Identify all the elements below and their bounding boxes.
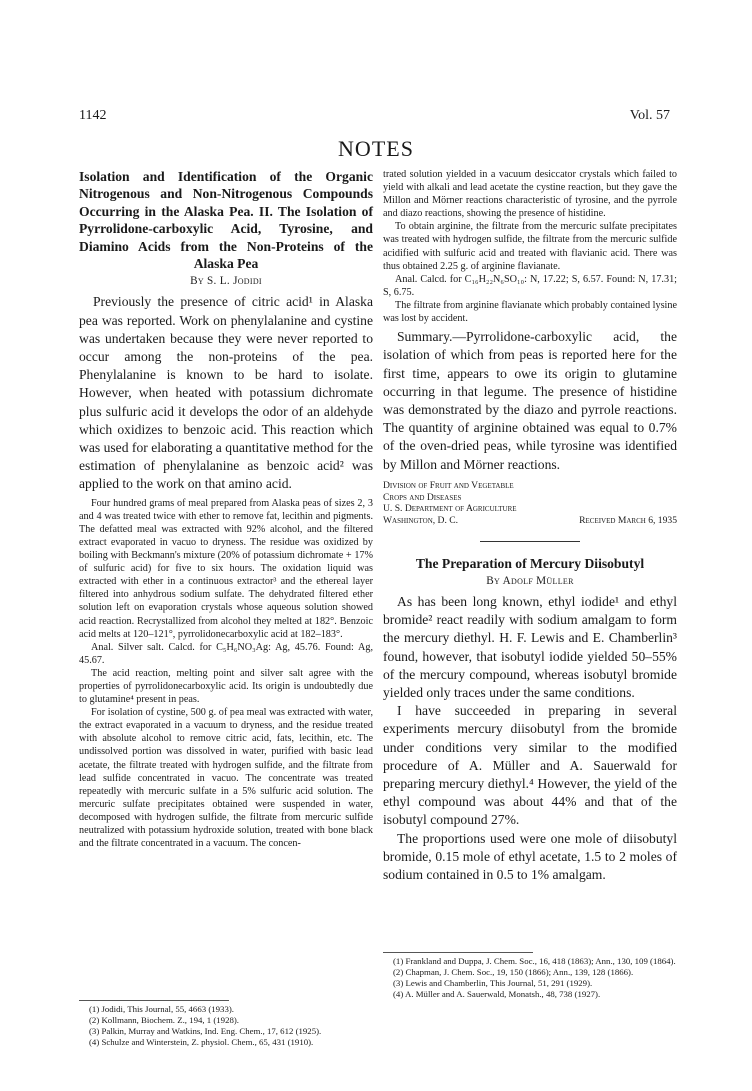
footnote: (1) Frankland and Duppa, J. Chem. Soc., 16, 418 (1863); Ann., 130, 109 (1864). (393, 956, 676, 966)
article2-paragraph-3: The proportions used were one mole of diisobutyl bromide, 0.15 mole of ethyl acetate, 1.5 to 2 moles of sodium contained in 0.5 to 1% amalgam. (383, 830, 677, 882)
footnote: (1) Jodidi, This Journal, 55, 4663 (1933). (89, 1004, 234, 1014)
article2-footnotes (383, 952, 676, 1000)
article1-analysis-arginine: Anal. Calcd. for C₁₆H₂₂N₆SO₁₀: N, 17.22; S, 6.57. Found: N, 17.31; S, 6.75. (383, 273, 677, 298)
footnote: (4) A. Müller and A. Sauerwald, Monatsh., 48, 738 (1927). (393, 989, 601, 999)
article1-byline: By S. L. Jodidi (190, 275, 262, 288)
affiliation-line: U. S. Department of Agriculture (383, 503, 517, 515)
left-column (79, 168, 373, 850)
article2-paragraph-2: I have succeeded in preparing in several experiments mercury diisobutyl from the bromide under conditions very similar to the modified procedure of A. Müller and A. Sauerwald for preparing mercury diethyl.⁴ However, the yield of the ethyl compound was about 44% and that of the isobutyl compound 27%. (383, 703, 677, 828)
affiliation-line: Crops and Diseases (383, 491, 462, 503)
separator-rule (480, 541, 580, 542)
article2-title: The Preparation of Mercury Diisobutyl (415, 555, 645, 571)
article1-footnotes (79, 1000, 322, 1048)
section-title: NOTES (338, 136, 414, 161)
footnote: (4) Schulze and Winterstein, Z. physiol. Chem., 65, 431 (1910). (89, 1037, 314, 1047)
article1-analysis-silver: Anal. Silver salt. Calcd. for C₅H₆NO₃Ag: Ag, 45.76. Found: Ag, 45.67. (79, 641, 373, 666)
footnote: (2) Chapman, J. Chem. Soc., 19, 150 (1866); Ann., 139, 128 (1866). (393, 967, 634, 977)
article1-paragraph-5: For isolation of cystine, 500 g. of pea meal was extracted with water, the extract evaporated in a vacuum to dryness, and the residue treated with absolute alcohol to remove citric acid, fats, lecithin, etc. The undissolved portion was dissolved in water, purified with basic lead acetate, the filtrate treated with hydrogen sulfide, and the filtrate from lead sulfide concentrated in vacuo. The concentrate was treated repeatedly with mercuric sulfate in a 5% sulfuric acid solution. The mercuric sulfate precipitates obtained were suspended in water, decomposed with hydrogen sulfide, the filtrate from mercuric sulfide neutralized with potassium hydroxide solution, treated with bone black and the filtrate concentrated in a vacuum. The concen- (79, 707, 373, 850)
footnote: (3) Lewis and Chamberlin, This Journal, 51, 291 (1929). (393, 978, 593, 988)
article2-byline: By Adolf Müller (486, 574, 574, 587)
article1-paragraph-4: The acid reaction, melting point and silver salt agree with the properties of pyrrolidonecarboxylic acid. Its origin is undoubtedly due to glutamine⁴ present in peas. (79, 667, 373, 706)
article1-title: Isolation and Identification of the Organic Nitrogenous and Non-Nitrogenous Compounds Occurring in the Alaska Pea. II. The Isolation of Pyrrolidone-carboxylic Acid, Tyrosine, and Diamino Acids from the Non-Proteins of the Alaska Pea (79, 169, 373, 272)
article1-affiliation (383, 480, 677, 527)
article2-paragraph-1: As has been long known, ethyl iodide¹ and ethyl bromide² react readily with sodium amalgam to form the mercury diethyl. H. F. Lewis and E. Chamberlin³ found, however, that isobutyl iodide yielded 50–55% of the mercury compound, whereas isobutyl bromide yielded only traces under the same conditions. (383, 593, 677, 700)
affiliation-row (383, 515, 677, 527)
page-number: 1142 (79, 108, 107, 123)
volume-label: Vol. 57 (629, 108, 670, 123)
affiliation-city: Washington, D. C. (383, 515, 459, 527)
article1-paragraph-7: To obtain arginine, the filtrate from the mercuric sulfate precipitates was treated with hydrogen sulfide, the filtrate from the mercuric sulfide acidified with sulfuric acid and treated with flavianic acid. There was thus obtained 2.25 g. of arginine flavianate. (383, 221, 677, 272)
article1-paragraph-2: Four hundred grams of meal prepared from Alaska peas of sizes 2, 3 and 4 was treated twice with ether to remove fat, lecithin and pigments. The defatted meal was extracted with 92% alcohol, and the filtered extract evaporated in vacuo to dryness. The residue was oxidized by boiling with Beckmann's mixture (20% of potassium dichromate + 17% of sulfuric acid) for five to six hours. The oxidation liquid was extracted with ether in a continuous extractor³ and the ethereal layer filtered into anhydrous sodium sulfate. The dehydrated filtered ether solution left on evaporation crystals whose aqueous solution showed acid reaction. Recrystallized from alcohol they melted at 182°. Benzoic acid melts at 120–121°, pyrrolidonecarboxylic acid at 182–183°. (79, 497, 373, 640)
affiliation-line: Division of Fruit and Vegetable (383, 479, 514, 491)
right-column (383, 168, 677, 884)
article1-paragraph-9: The filtrate from arginine flavianate which probably contained lysine was lost by accident. (383, 299, 677, 325)
footnote: (2) Kollmann, Biochem. Z., 194, 1 (1928). (89, 1015, 240, 1025)
received-date: Received March 6, 1935 (579, 515, 677, 527)
article1-paragraph-6: trated solution yielded in a vacuum desiccator crystals which failed to yield with alkali and lead acetate the cystine reaction, but they gave the Millon and Mörner reactions characteristic of tyrosine, and the pyrrole and diazo reactions, showing the presence of histidine. (383, 169, 677, 220)
article1-paragraph-1: Previously the presence of citric acid¹ in Alaska pea was reported. Work on phenylalanine and cystine was undertaken because they were never reported to occur among the non-proteins of the pea. Phenylalanine is known to be hard to isolate. However, when heated with potassium dichromate plus sulfuric acid it develops the odor of an aldehyde which oxidizes to benzoic acid. This reaction which was used for elaborating a quantitative method for the estimation of phenylalanine as benzoic acid² was applied to the work on that amino acid. (79, 294, 373, 492)
footnote: (3) Palkin, Murray and Watkins, Ind. Eng. Chem., 17, 612 (1925). (89, 1026, 322, 1036)
article1-summary: Summary.—Pyrrolidone-carboxylic acid, the isolation of which from peas is reported here for the first time, appears to owe its origin to glutamine occurring in that legume. The presence of histidine was demonstrated by the diazo and pyrrole reactions. The quantity of arginine obtained was equal to 0.7% of the oven-dried peas, while tyrosine was identified by Millon and Mörner reactions. (383, 329, 677, 472)
